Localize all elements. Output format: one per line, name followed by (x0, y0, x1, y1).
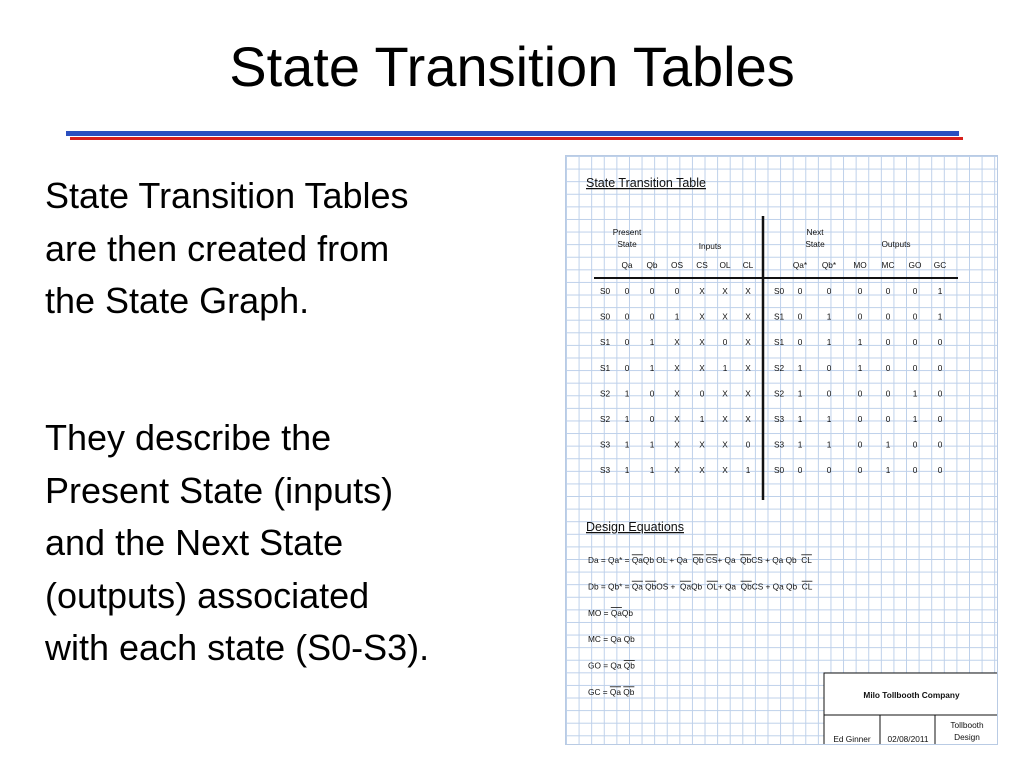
row-output-cell: 0 (937, 439, 943, 450)
row-output-cell: 1 (797, 439, 803, 450)
equation-text: OS + (656, 581, 676, 592)
row-input-cell: 0 (649, 286, 655, 296)
row-input-cell: X (674, 439, 680, 450)
equation-term-negated: Qb (645, 581, 657, 592)
row-output-cell: 0 (826, 388, 832, 399)
row-input-cell: 0 (624, 362, 630, 373)
row-input-cell: X (674, 414, 680, 424)
row-input-cell: X (722, 414, 728, 424)
equation-text: Qb OL + Qa (642, 555, 688, 565)
equation-term-negated: Qb (623, 660, 635, 671)
equation-term-negated: Qb (623, 687, 635, 697)
row-input-cell: X (722, 388, 728, 399)
row-input-cell: X (674, 362, 680, 373)
equation-text: CS + Qa Qb (751, 581, 798, 592)
intro-paragraph: State Transition Tables are then created from the State Graph. (45, 175, 409, 321)
row-input-cell: 1 (649, 465, 655, 476)
row-input-cell: 1 (649, 337, 655, 348)
row-output-cell: 1 (857, 337, 863, 348)
title-block-design-line2: Design (954, 732, 980, 742)
present-state-header-line1: Present (612, 227, 642, 237)
row-output-cell: 1 (912, 388, 918, 399)
equation-term-negated: Qb (692, 555, 704, 565)
row-input-cell: 0 (699, 388, 705, 399)
row-input-cell: 0 (649, 311, 655, 322)
row-input-cell: X (745, 362, 751, 373)
column-header-gc: GC (933, 260, 947, 270)
row-next-state: S2 (774, 362, 785, 373)
row-next-state: S1 (774, 337, 785, 348)
row-output-cell: 0 (826, 465, 832, 476)
row-next-state: S0 (774, 286, 785, 296)
present-state-header-line2: State (617, 239, 637, 249)
next-state-header-line1: Next (806, 227, 824, 237)
next-state-header-line2: State (805, 239, 825, 249)
row-input-cell: X (722, 311, 728, 322)
equation-term-negated: Qa (610, 607, 622, 618)
row-output-cell: 0 (937, 362, 943, 373)
row-input-cell: X (699, 439, 705, 450)
row-input-cell: X (745, 311, 751, 322)
row-output-cell: 0 (797, 465, 803, 476)
title-rule-blue (66, 131, 959, 136)
row-output-cell: 1 (912, 414, 918, 424)
row-input-cell: 1 (674, 311, 680, 322)
equation-term-negated: Qa (680, 581, 692, 592)
graph-paper-sheet (565, 155, 998, 745)
row-next-state: S3 (774, 414, 785, 424)
row-output-cell: 0 (797, 286, 803, 296)
row-present-state: S2 (600, 388, 611, 399)
row-next-state: S1 (774, 311, 785, 322)
row-output-cell: 1 (885, 439, 891, 450)
row-input-cell: X (699, 286, 705, 296)
row-output-cell: 0 (797, 337, 803, 348)
state-table-drawing (566, 156, 998, 745)
equation-text: MO = (588, 607, 609, 618)
row-output-cell: 1 (826, 311, 832, 322)
row-input-cell: X (745, 388, 751, 399)
inputs-header: Inputs (698, 241, 722, 251)
row-input-cell: X (722, 439, 728, 450)
column-header-cl: CL (742, 260, 754, 270)
row-output-cell: 1 (797, 388, 803, 399)
row-present-state: S0 (600, 286, 611, 296)
row-input-cell: 0 (624, 337, 630, 348)
row-next-state: S3 (774, 439, 785, 450)
column-header-mo: MO (853, 260, 867, 270)
row-input-cell: X (722, 465, 728, 476)
outputs-header: Outputs (881, 239, 911, 249)
equation-text: GC = (588, 687, 608, 697)
title-block-design-line1: Tollbooth (950, 720, 984, 730)
column-header-qa: Qa (621, 260, 633, 270)
row-input-cell: X (745, 286, 751, 296)
title-block-date: 02/08/2011 (887, 734, 929, 744)
equation-text: + Qa (717, 581, 737, 592)
row-input-cell: X (674, 465, 680, 476)
row-input-cell: X (699, 311, 705, 322)
row-output-cell: 0 (912, 439, 918, 450)
row-output-cell: 0 (885, 311, 891, 322)
equation-text: + Qa (717, 555, 736, 565)
row-input-cell: X (745, 337, 751, 348)
equation-term-negated: Qa (631, 555, 643, 565)
row-output-cell: 1 (937, 286, 943, 296)
equation-term-negated: CS (705, 555, 718, 565)
row-output-cell: 0 (937, 388, 943, 399)
row-input-cell: X (722, 286, 728, 296)
equation-term-negated: Qb (740, 555, 752, 565)
row-output-cell: 0 (857, 286, 863, 296)
equation-text: Qb (691, 581, 703, 592)
row-input-cell: 1 (649, 362, 655, 373)
row-output-cell: 0 (857, 388, 863, 399)
row-output-cell: 1 (826, 337, 832, 348)
row-output-cell: 0 (912, 337, 918, 348)
row-output-cell: 1 (826, 439, 832, 450)
equation-text: GO = Qa (588, 660, 622, 671)
row-input-cell: 1 (722, 362, 728, 373)
row-output-cell: 1 (797, 362, 803, 373)
row-output-cell: 0 (885, 286, 891, 296)
row-input-cell: 1 (624, 439, 630, 450)
row-input-cell: X (674, 337, 680, 348)
row-output-cell: 0 (912, 311, 918, 322)
row-output-cell: 0 (937, 337, 943, 348)
row-output-cell: 0 (857, 465, 863, 476)
equation-text: MC = Qa Qb (588, 634, 635, 645)
equation-text: Da = Qa* = (588, 555, 630, 565)
row-output-cell: 0 (857, 439, 863, 450)
row-output-cell: 0 (857, 414, 863, 424)
slide-title: State Transition Tables (229, 35, 795, 98)
row-input-cell: 0 (649, 414, 655, 424)
row-input-cell: 0 (624, 286, 630, 296)
column-header-qb-next: Qb* (821, 260, 837, 270)
row-output-cell: 0 (797, 311, 803, 322)
row-output-cell: 1 (937, 311, 943, 322)
row-output-cell: 0 (826, 286, 832, 296)
row-input-cell: X (674, 388, 680, 399)
row-present-state: S1 (600, 337, 611, 348)
row-present-state: S3 (600, 439, 611, 450)
row-output-cell: 0 (937, 414, 943, 424)
equation-term-negated: CL (801, 581, 813, 592)
row-input-cell: X (699, 465, 705, 476)
title-block-company: Milo Tollbooth Company (863, 690, 960, 700)
row-input-cell: 1 (699, 414, 705, 424)
row-input-cell: 1 (745, 465, 751, 476)
equation-term-negated: CL (801, 555, 812, 565)
row-output-cell: 0 (912, 286, 918, 296)
row-next-state: S2 (774, 388, 785, 399)
column-header-ol: OL (719, 260, 731, 270)
row-input-cell: 1 (649, 439, 655, 450)
row-present-state: S3 (600, 465, 611, 476)
row-output-cell: 1 (885, 465, 891, 476)
column-header-mc: MC (881, 260, 895, 270)
row-present-state: S2 (600, 414, 611, 424)
row-input-cell: 0 (624, 311, 630, 322)
row-present-state: S0 (600, 311, 611, 322)
row-output-cell: 0 (885, 362, 891, 373)
equation-term-negated: Qb (740, 581, 752, 592)
equation-term-negated: OL (706, 581, 718, 592)
row-input-cell: X (699, 362, 705, 373)
row-next-state: S0 (774, 465, 785, 476)
equation-text: CS + Qa Qb (751, 555, 797, 565)
equations-title: Design Equations (586, 520, 684, 534)
row-output-cell: 0 (885, 388, 891, 399)
row-output-cell: 1 (797, 414, 803, 424)
row-input-cell: 1 (624, 388, 630, 399)
row-input-cell: 0 (722, 337, 728, 348)
equation-term-negated: Qa (609, 687, 621, 697)
table-title: State Transition Table (586, 176, 706, 190)
row-input-cell: X (699, 337, 705, 348)
row-input-cell: 0 (649, 388, 655, 399)
row-input-cell: X (745, 414, 751, 424)
row-input-cell: 0 (745, 439, 751, 450)
equation-text: Db = Qb* = (588, 581, 630, 592)
column-header-qb: Qb (646, 260, 658, 270)
row-output-cell: 0 (912, 465, 918, 476)
row-output-cell: 0 (885, 337, 891, 348)
row-output-cell: 0 (826, 362, 832, 373)
row-present-state: S1 (600, 362, 611, 373)
equation-term-negated: Qa (631, 581, 643, 592)
column-header-cs: CS (696, 260, 708, 270)
row-input-cell: 1 (624, 465, 630, 476)
row-output-cell: 1 (826, 414, 832, 424)
column-header-go: GO (908, 260, 922, 270)
column-header-os: OS (671, 260, 683, 270)
description-paragraph: They describe the Present State (inputs) and the Next State (outputs) associated with each state (S0-S3). (45, 417, 430, 668)
row-output-cell: 0 (885, 414, 891, 424)
column-header-qa-next: Qa* (792, 260, 808, 270)
row-output-cell: 1 (857, 362, 863, 373)
row-output-cell: 0 (912, 362, 918, 373)
row-output-cell: 0 (857, 311, 863, 322)
row-output-cell: 0 (937, 465, 943, 476)
row-input-cell: 0 (674, 286, 680, 296)
title-rule-red (70, 137, 963, 140)
row-input-cell: 1 (624, 414, 630, 424)
equation-text: Qb (621, 607, 633, 618)
title-block-author: Ed Ginner (833, 734, 871, 744)
